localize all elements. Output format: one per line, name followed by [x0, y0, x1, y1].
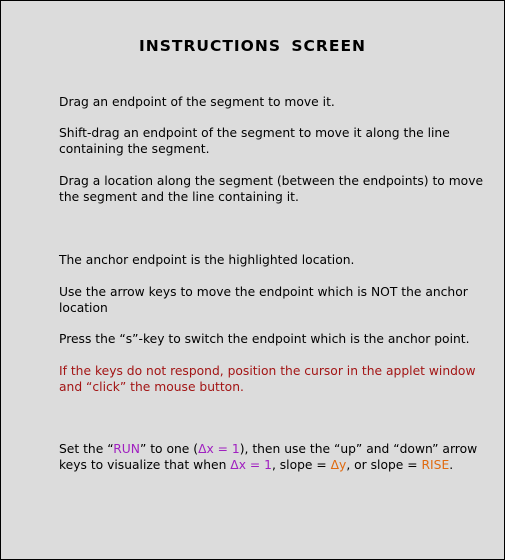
- delta-x-term-2: Δx = 1: [230, 458, 272, 472]
- final-text-3: ), then use the “up” and “down” arrow keys to visualize that when: [59, 442, 478, 472]
- instruction-drag-segment: Drag a location along the segment (between the endpoints) to move the segment and the line containing it.: [59, 174, 484, 204]
- final-text-6: .: [449, 458, 454, 472]
- rise-term: RISE: [421, 458, 450, 472]
- run-term: RUN: [113, 442, 140, 456]
- instruction-arrow-keys: Use the arrow keys to move the endpoint which is NOT the anchor location: [59, 285, 468, 315]
- instruction-drag-endpoint: Drag an endpoint of the segment to move it.: [59, 95, 335, 109]
- final-text-2: ” to one (: [139, 442, 199, 456]
- instruction-shift-drag: Shift-drag an endpoint of the segment to move it along the line containing the segment.: [59, 126, 450, 156]
- page-title: INSTRUCTIONS SCREEN: [138, 37, 367, 55]
- instruction-anchor: The anchor endpoint is the highlighted location.: [59, 253, 355, 267]
- final-text-4: , slope =: [271, 458, 331, 472]
- instruction-warning: If the keys do not respond, position the cursor in the applet window and “click” the mouse button.: [59, 364, 476, 394]
- instruction-run-slope: [59, 441, 489, 473]
- final-text-5: , or slope =: [346, 458, 422, 472]
- instruction-s-key: Press the “s”-key to switch the endpoint which is the anchor point.: [59, 332, 470, 346]
- final-text-1: Set the “: [59, 442, 114, 456]
- delta-x-term: Δx = 1: [198, 442, 240, 456]
- delta-y-term: Δy: [330, 458, 347, 472]
